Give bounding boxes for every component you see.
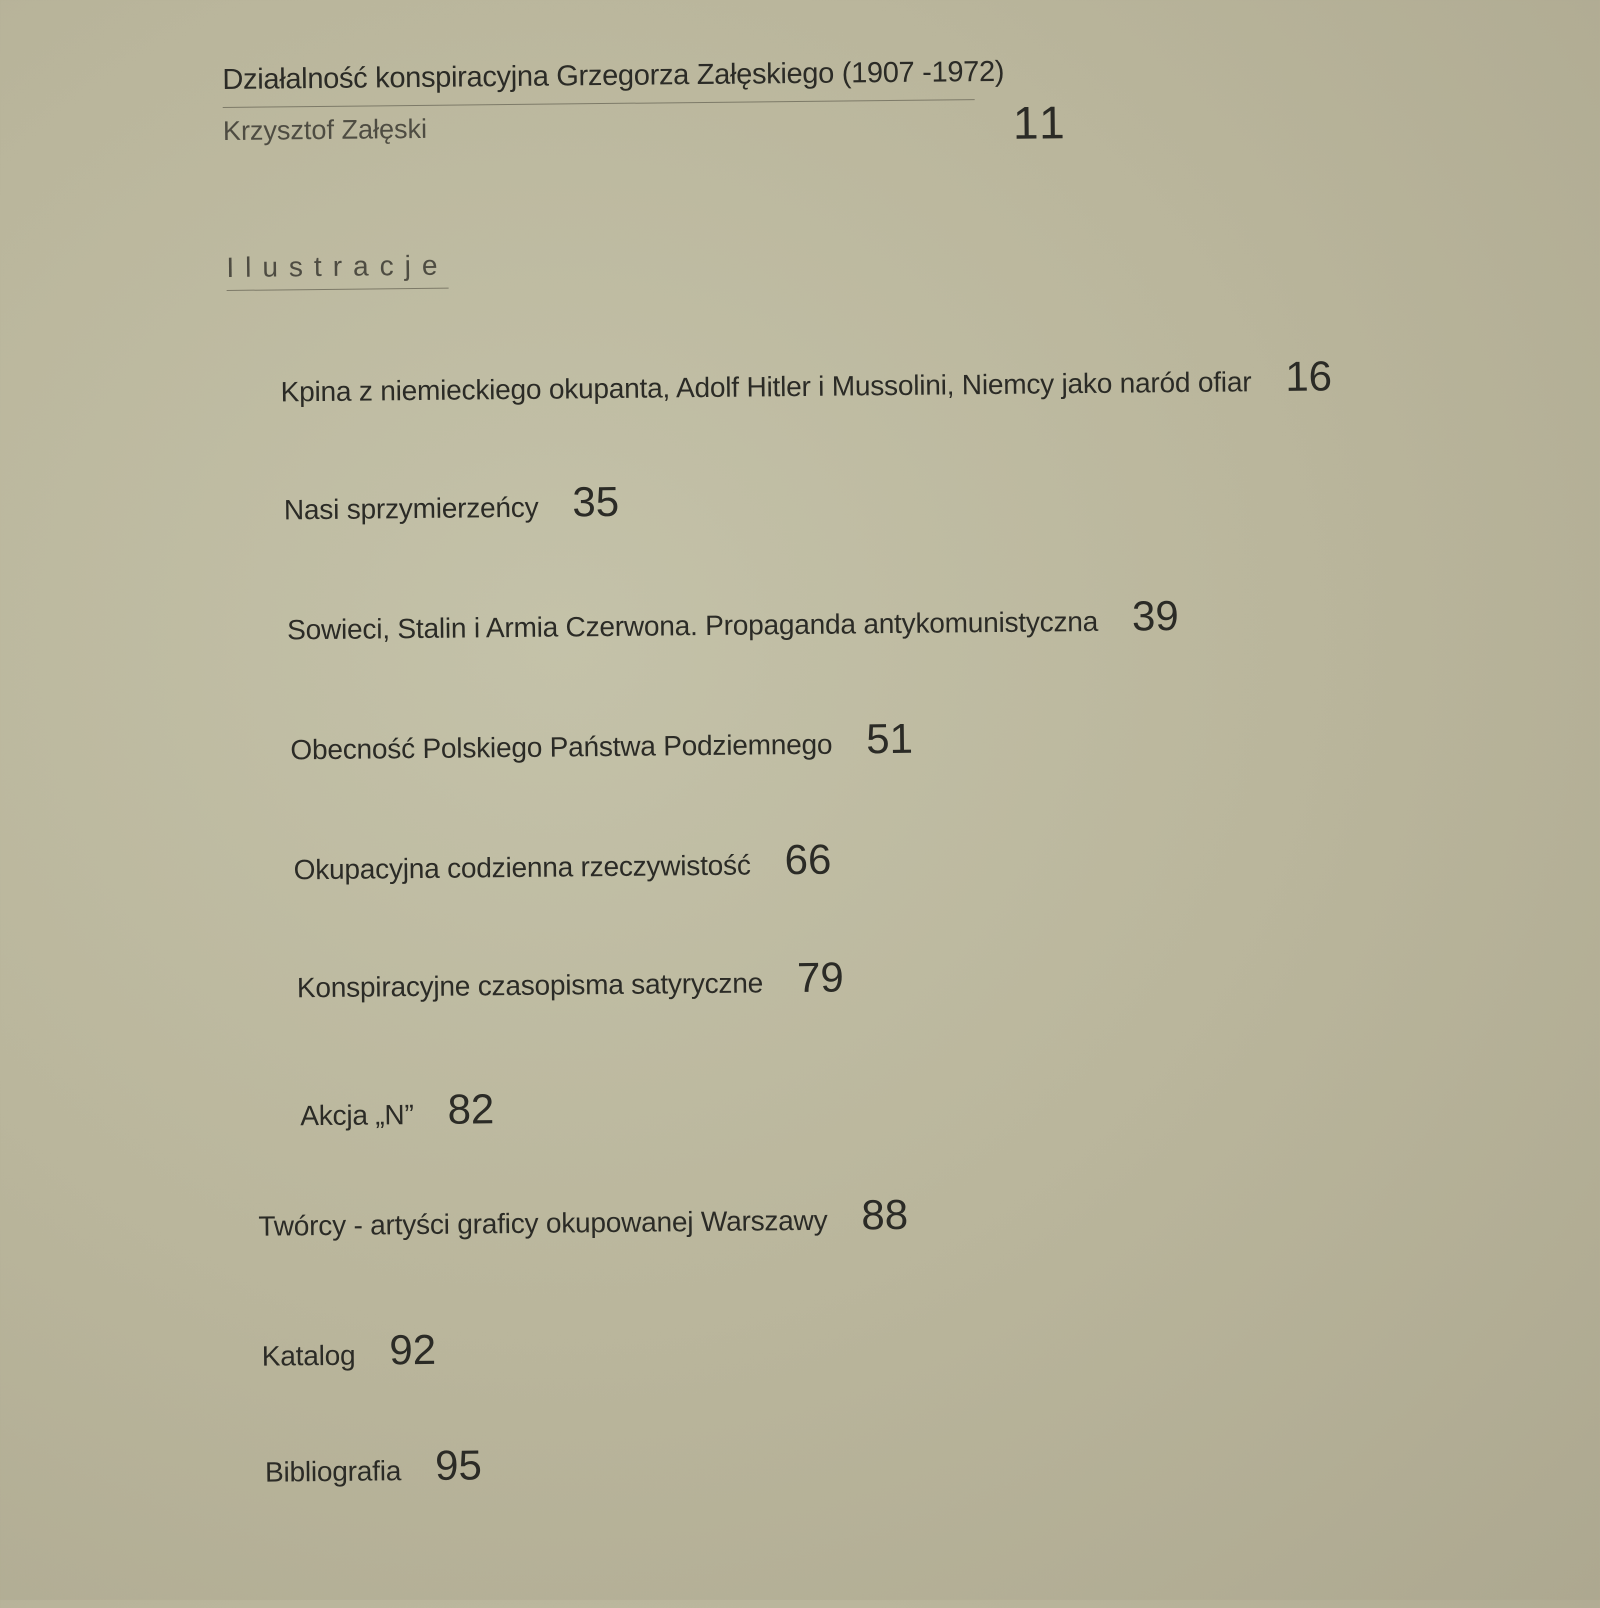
toc-entry bbox=[287, 592, 1179, 649]
toc-section-label: Katalog bbox=[261, 1339, 356, 1372]
toc-entry-page: 66 bbox=[784, 835, 832, 884]
toc-entry bbox=[284, 478, 620, 530]
toc-section-entry bbox=[261, 1326, 436, 1376]
essay-page-number: 11 bbox=[1012, 96, 1069, 149]
section-heading-ilustracje: Ilustracje bbox=[226, 250, 448, 291]
toc-entry-label: Kpina z niemieckiego okupanta, Adolf Hitler i Mussolini, Niemcy jako naród ofiar bbox=[280, 366, 1252, 408]
toc-entry bbox=[280, 352, 1332, 411]
toc-entry-page: 16 bbox=[1285, 352, 1333, 400]
toc-entry-label: Konspiracyjne czasopisma satyryczne bbox=[296, 967, 764, 1004]
toc-section-page: 88 bbox=[861, 1190, 909, 1239]
toc-entry bbox=[297, 954, 844, 1008]
toc-entry-label: Okupacyjna codzienna rzeczywistość bbox=[293, 849, 751, 886]
essay-title: Działalność konspiracyjna Grzegorza Załęskiego (1907 -1972) bbox=[222, 55, 1005, 97]
divider bbox=[223, 99, 975, 108]
toc-entry-page: 35 bbox=[572, 477, 620, 526]
toc-entry-page: 82 bbox=[447, 1085, 495, 1133]
toc-entry-page: 39 bbox=[1131, 592, 1179, 640]
toc-section-entry bbox=[265, 1441, 482, 1491]
toc-entry-label: Obecność Polskiego Państwa Podziemnego bbox=[290, 728, 833, 766]
toc-section-label: Bibliografia bbox=[264, 1455, 402, 1488]
essay-entry bbox=[222, 55, 1005, 147]
toc-entry-page: 51 bbox=[865, 714, 914, 763]
toc-entry bbox=[300, 1085, 495, 1135]
toc-entry-label: Sowieci, Stalin i Armia Czerwona. Propaganda antykomunistyczna bbox=[287, 605, 1099, 646]
toc-section-page: 92 bbox=[389, 1325, 437, 1374]
toc-entry bbox=[293, 836, 831, 890]
toc-entry-label: Nasi sprzymierzeńcy bbox=[283, 491, 539, 526]
toc-section-label: Twórcy - artyści graficy okupowanej Warszawy bbox=[258, 1204, 828, 1242]
toc-entry-label: Akcja „N” bbox=[300, 1099, 414, 1132]
toc-entry-page: 79 bbox=[796, 953, 844, 1002]
toc-entry bbox=[290, 715, 913, 770]
toc-section-page: 95 bbox=[434, 1441, 483, 1489]
toc-section-entry bbox=[258, 1191, 908, 1246]
essay-author: Krzysztof Załęski bbox=[222, 113, 428, 147]
